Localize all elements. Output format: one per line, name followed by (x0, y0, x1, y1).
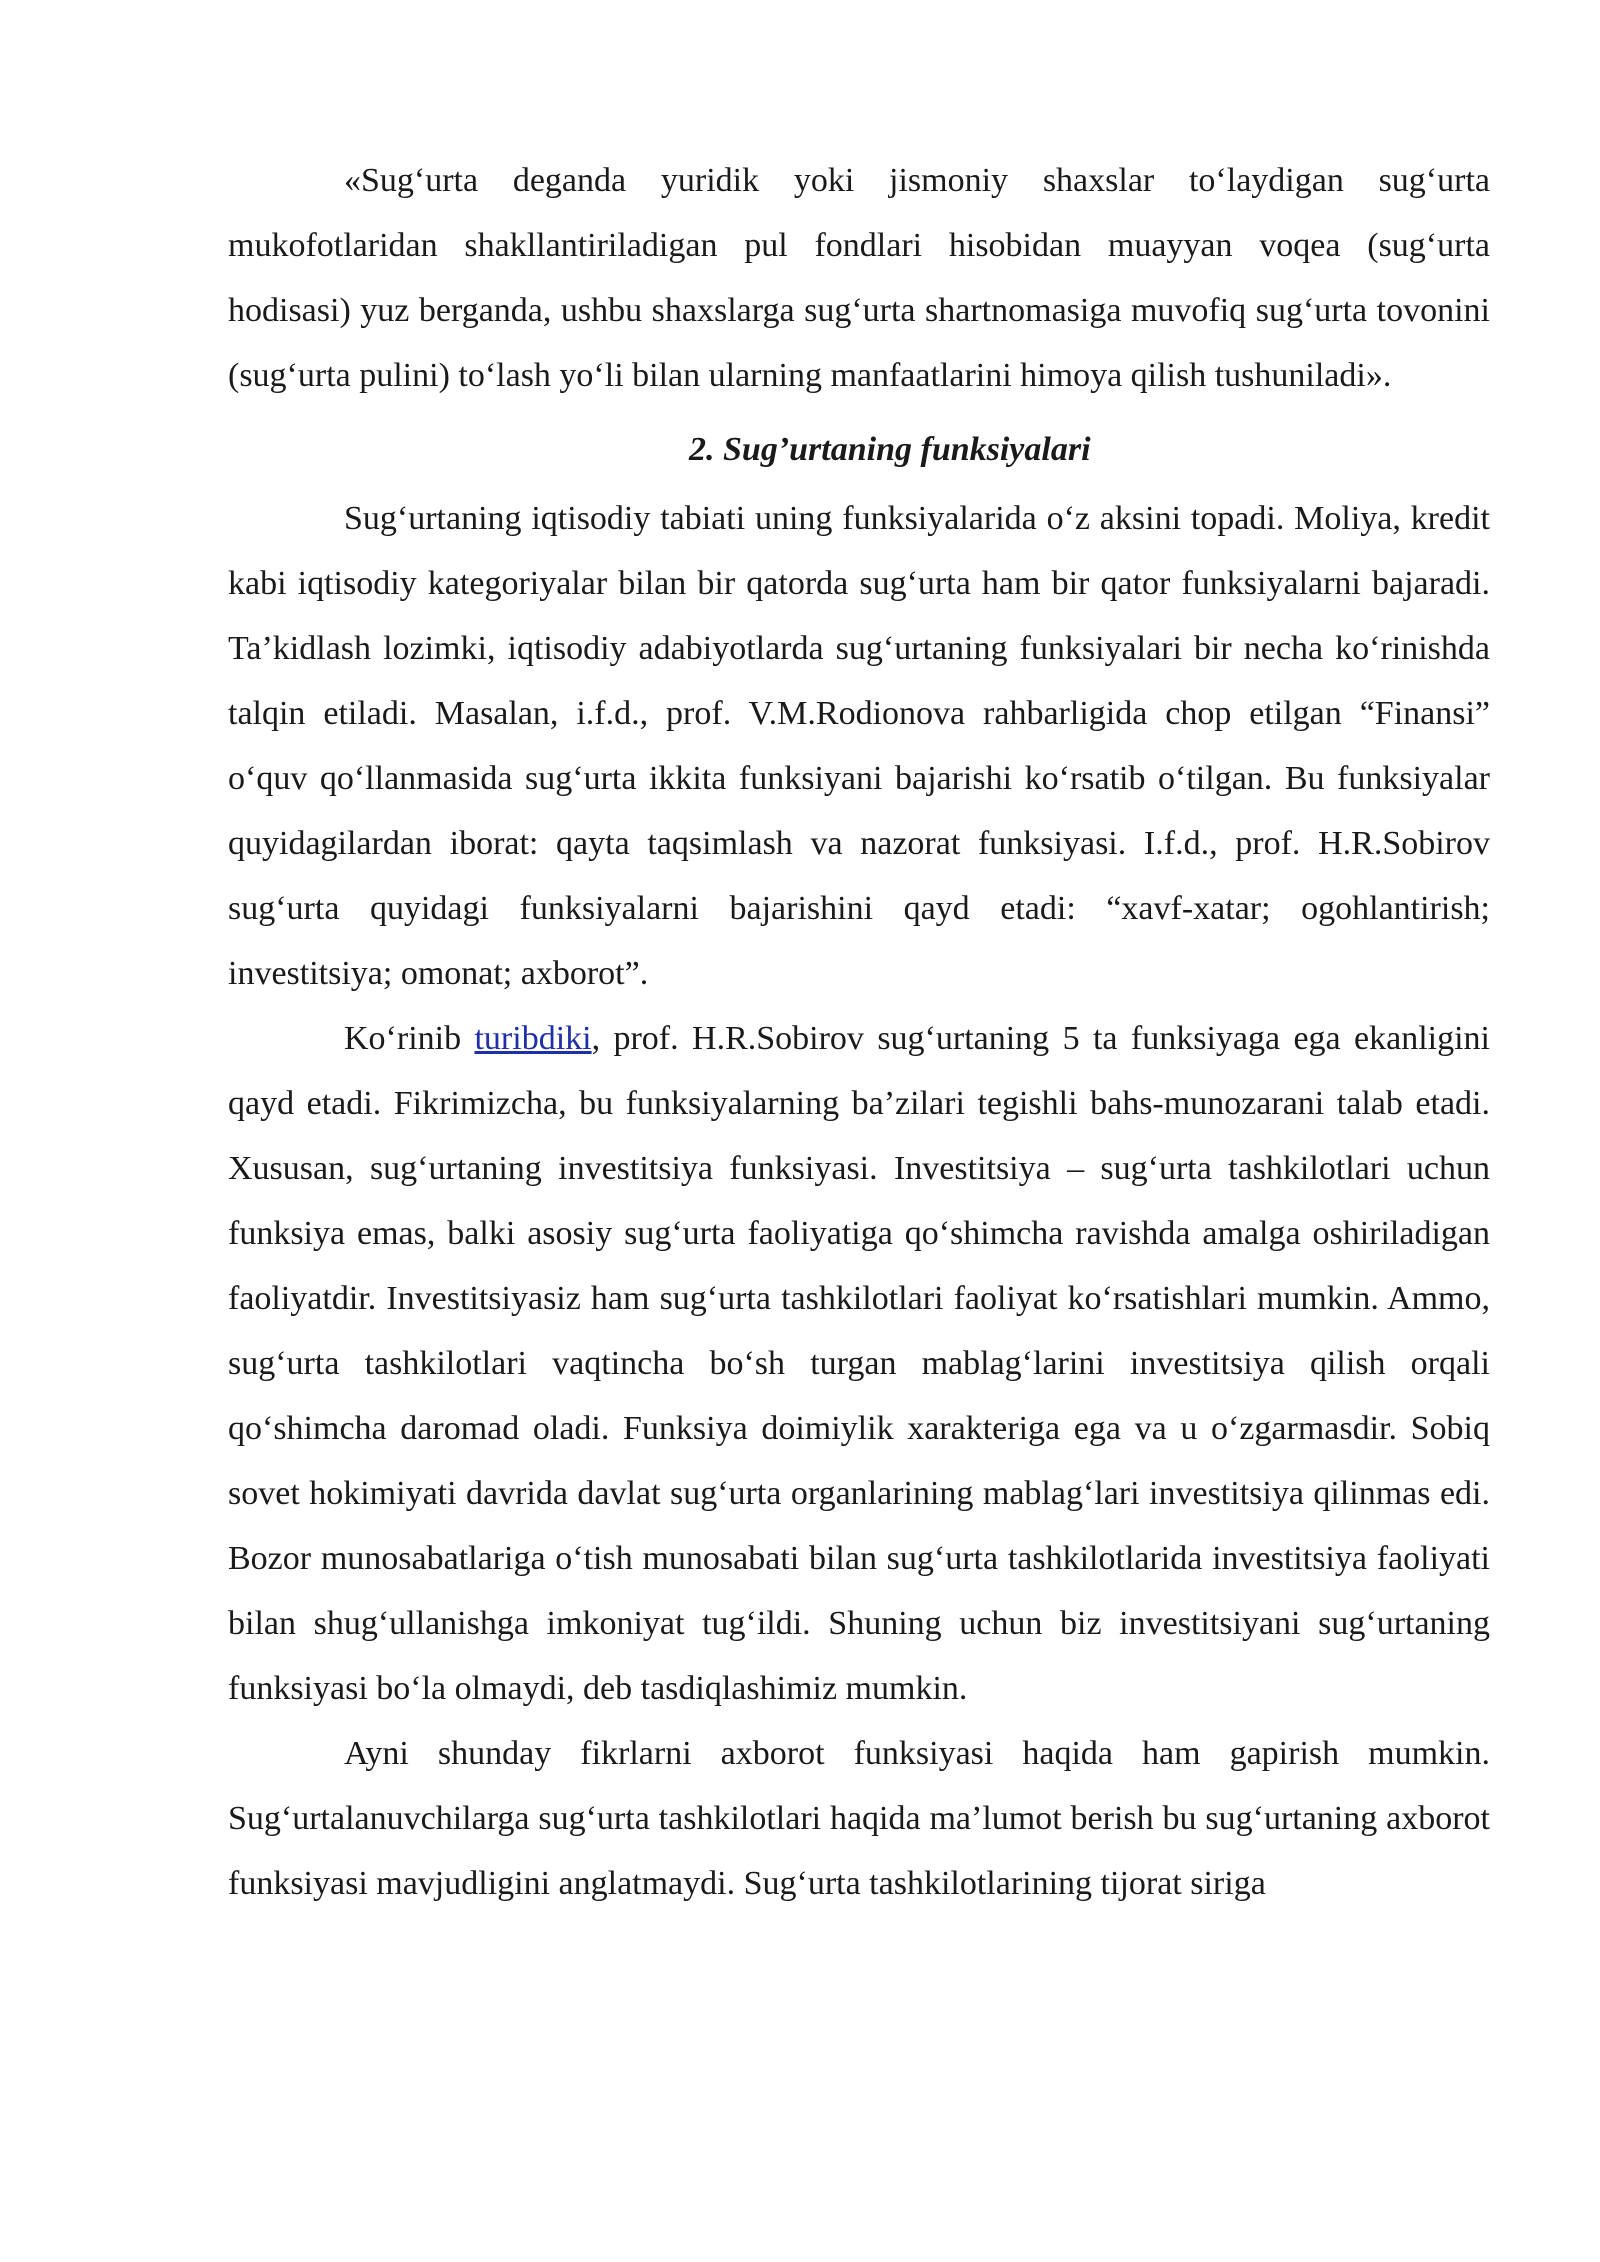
paragraph-definition: «Sug‘urta deganda yuridik yoki jismoniy shaxslar to‘laydigan sug‘urta mukofotlaridan shakllantiriladigan pul fondlari hisobidan muayyan voqea (sug‘urta hodisasi) yuz berganda, ushbu shaxslarga sug‘urta shartnomasiga muvofiq sug‘urta tovonini (sug‘urta pulini) to‘lash yo‘li bilan ularning manfaatlarini himoya qilish tushuniladi». (228, 162, 1490, 394)
hyperlink-turibdiki[interactable]: turibdiki (474, 1020, 592, 1057)
paragraph-text-start: Ko‘rinib (344, 1020, 475, 1057)
paragraph-functions-intro: Sug‘urtaning iqtisodiy tabiati uning funksiyalarida o‘z aksini topadi. Moliya, kredit kabi iqtisodiy kategoriyalar bilan bir qatorda sug‘urta ham bir qator funksiyalarni bajaradi. Ta’kidlash lozimki, iqtisodiy adabiyotlarda sug‘urtaning funksiyalari bir necha ko‘rinishda talqin etiladi. Masalan, i.f.d., prof. V.M.Rodionova rahbarligida chop etilgan “Finansi” o‘quv qo‘llanmasida sug‘urta ikkita funksiyani bajarishi ko‘rsatib o‘tilgan. Bu funksiyalar quyidagilardan iborat: qayta taqsimlash va nazorat funksiyasi. I.f.d., prof. H.R.Sobirov sug‘urta quyidagi funksiyalarni bajarishini qayd etadi: “xavf-xatar; ogohlantirish; investitsiya; omonat; axborot”. (228, 500, 1490, 992)
paragraph-text-rest: , prof. H.R.Sobirov sug‘urtaning 5 ta funksiyaga ega ekanligini qayd etadi. Fikrimizcha, bu funksiyalarning ba’zilari tegishli bahs-munozarani talab etadi. Xususan, sug‘urtaning investitsiya funksiyasi. Investitsiya – sug‘urta tashkilotlari uchun funksiya emas, balki asosiy sug‘urta faoliyatiga qo‘shimcha ravishda amalga oshiriladigan faoliyatdir. Investitsiyasiz ham sug‘urta tashkilotlari faoliyat ko‘rsatishlari mumkin. Ammo, sug‘urta tashkilotlari vaqtincha bo‘sh turgan mablag‘larini investitsiya qilish orqali qo‘shimcha daromad oladi. Funksiya doimiylik xarakteriga ega va u o‘zgarmasdir. Sobiq sovet hokimiyati davrida davlat sug‘urta organlarining mablag‘lari investitsiya qilinmas edi. Bozor munosabatlariga o‘tish munosabati bilan sug‘urta tashkilotlarida investitsiya faoliyati bilan shug‘ullanishga imkoniyat tug‘ildi. Shuning uchun biz investitsiyani sug‘urtaning funksiyasi bo‘la olmaydi, deb tasdiqlashimiz mumkin. (228, 1020, 1490, 1707)
section-heading: 2. Sug’urtaning funksiyalari (689, 431, 1091, 468)
document-page (228, 148, 1490, 1916)
paragraph-investment-discussion (228, 1006, 1490, 1721)
paragraph-information-function: Ayni shunday fikrlarni axborot funksiyasi haqida ham gapirish mumkin. Sug‘urtalanuvchilarga sug‘urta tashkilotlari haqida ma’lumot berish bu sug‘urtaning axborot funksiyasi mavjudligini anglatmaydi. Sug‘urta tashkilotlarining tijorat siriga (228, 1735, 1490, 1902)
